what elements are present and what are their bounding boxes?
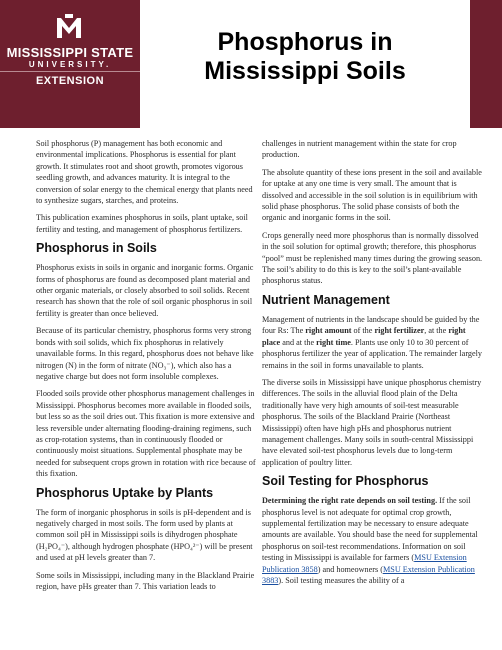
four-rs-text-d: , at the <box>424 326 449 336</box>
header-accent-stripe <box>470 0 502 128</box>
pool-paragraph: Crops generally need more phosphorus than is normally dissolved in the soil solution for optimal growth; therefore, this phosphorus “pool” must be replenished many times during the growing season. The soil’s ability to do this is key to the soil’s plant-available phosphorus status. <box>262 230 483 286</box>
four-rs-text-a: Management of nutrients in the landscape should be guided by the four Rs: The <box>262 314 480 336</box>
four-rs-right-amount: right amount <box>305 326 352 336</box>
heading-phosphorus-in-soils: Phosphorus in Soils <box>36 241 157 256</box>
four-rs-paragraph <box>262 314 484 371</box>
heading-phosphorus-uptake: Phosphorus Uptake by Plants <box>36 485 214 500</box>
four-rs-right-fertilizer: right fertilizer <box>374 326 425 336</box>
heading-nutrient-management: Nutrient Management <box>262 292 390 307</box>
brand-unit: EXTENSION <box>0 71 140 87</box>
title-line-1: Phosphorus in <box>217 28 393 56</box>
publication-3858-link[interactable]: MSU Extension Publication 3858 <box>262 553 467 574</box>
soils-paragraph-2: Because of its particular chemistry, phosphorus forms very strong bonds with soil solids, which fix phosphorus in relatively unavailable forms. In this regard, phosphorus does not behave like nitrogen (N) in the form of nitrate (NO₃⁻), which also has a negative charge but does not form insoluble complexes. <box>36 326 254 381</box>
soil-testing-text-a: If the soil phosphorus level is not adequate for optimal crop growth, supplemental fertilization may be necessary to ensure adequate amounts are available. You should base the need for supplemental phosphorus on soil-test recommendations. Information on soil testing in Mississippi is available for farmers ( <box>262 496 478 563</box>
header <box>0 0 502 128</box>
page-title <box>140 28 470 86</box>
brand-name: MISSISSIPPI STATE <box>6 45 134 60</box>
soil-testing-text-c: ). Soil testing measures the ability of a <box>278 576 405 585</box>
brand-subtitle: UNIVERSITY. <box>28 60 112 69</box>
soil-testing-paragraph <box>262 495 484 586</box>
uptake-paragraph-2: Some soils in Mississippi, including many in the Blackland Prairie region, have pHs greater than 7. This variation leads to <box>36 570 255 591</box>
intro-paragraph-2: This publication examines phosphorus in soils, plant uptake, soil fertility and testing, and management of phosphorus fertilizers. <box>36 213 248 234</box>
title-line-2: Mississippi Soils <box>204 57 406 85</box>
heading-soil-testing: Soil Testing for Phosphorus <box>262 474 429 489</box>
soils-paragraph-1: Phosphorus exists in soils in organic and inorganic forms. Organic forms of phosphorus are found as decomposed plant material and other organic materials, or closely absorbed to soil solids. Recent research has shown that the role of soil organic phosphorus in soil fertility is greater than once believed. <box>36 263 254 318</box>
four-rs-text-f: . Plants use only 10 to 30 percent of phosphorus fertilizer the year of application. The remainder largely remains in the soil in forms unavailable to plants. <box>262 337 482 370</box>
four-rs-right-time: right time <box>316 337 351 347</box>
diverse-soils-paragraph: The diverse soils in Mississippi have unique phosphorus chemistry differences. The soils in the alluvial flood plain of the Delta traditionally have very high amounts of soil-test measurable phosphorus. The soils of the Blackland Prairie (Northeast Mississippi) often have high pHs and phosphorus nutrient management challenges. Many soils in south-central Mississippi have elevated soil-test phosphorus levels due to long-term application of poultry litter. <box>262 377 482 467</box>
right-column <box>262 138 484 592</box>
four-rs-text-e: and at the <box>280 337 317 347</box>
intro-paragraph-1: Soil phosphorus (P) management has both economic and environmental implications. Phosphorus is essential for plant growth. It stimulates root and shoot growth, promotes vigorous seedling growth, and advances maturity. It is integral to the conversion of solar energy to the chemical energy that plants need to synthesize sugars, starches, and proteins. <box>36 139 253 206</box>
ions-paragraph: The absolute quantity of these ions present in the soil and available for uptake at any one time is very small. The amount that is dissolved and accessible in the soil solution is in equilibrium with solid phase phosphorus. The solid phase consists of both the organic and inorganic forms in the soil. <box>262 167 482 223</box>
msu-logo-icon <box>55 14 83 40</box>
four-rs-text-c: of the <box>351 326 375 336</box>
four-rs-right-place: right place <box>262 326 466 347</box>
left-column <box>36 138 258 598</box>
continuation-paragraph: challenges in nutrient management within the state for crop production. <box>262 139 457 160</box>
soils-paragraph-3: Flooded soils provide other phosphorus management challenges in Mississippi. Phosphorus becomes more available in flooded soils, but less so as the soil dries out. This fixation is more extensive and less reversible under alternating flooding-draining regimens, such as crop-rotation systems, than in continuously flooded or continuously moist situations. Supplemental phosphate may be needed for subsequent crops grown in rotation with rice because of this fixation. <box>36 389 256 479</box>
uptake-paragraph-1: The form of inorganic phosphorus in soils is pH-dependent and is negatively charged in most soils. The form used by plants at common soil pH in Mississippi soils is dihydrogen phosphate (H₂PO₄⁻), although hydrogen phosphate (HPO₄²⁻) will be present and used at pH levels greater than 7. <box>36 507 253 563</box>
soil-testing-text-b: ) and homeowners ( <box>317 564 383 574</box>
soil-testing-lead: Determining the right rate depends on soil testing. <box>262 496 438 506</box>
brand-block <box>0 0 140 128</box>
publication-3883-link[interactable]: MSU Extension Publication 3883 <box>262 564 475 585</box>
